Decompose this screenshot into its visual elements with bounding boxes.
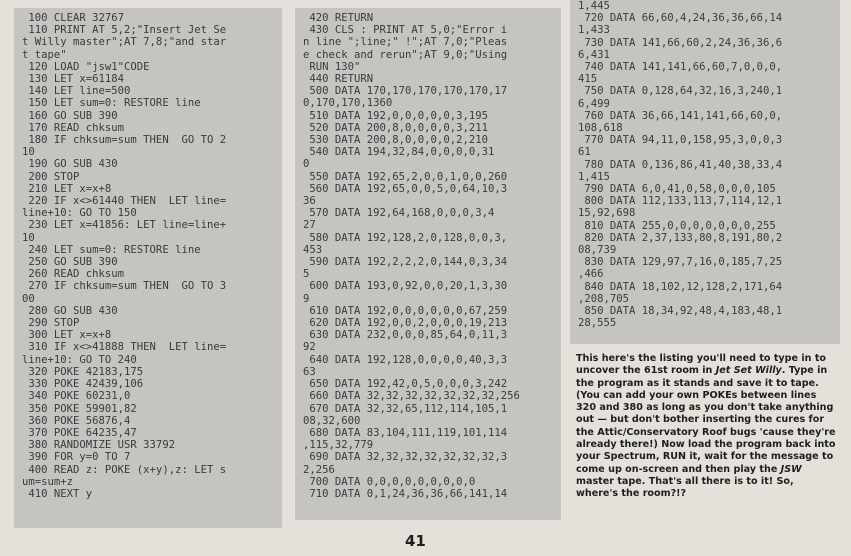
listing-line: 130 LET x=61184	[22, 73, 125, 86]
listing-line: 510 DATA 192,0,0,0,0,0,3,195	[303, 109, 488, 122]
listing-line: 140 LET line=500	[22, 85, 131, 98]
listing-text-column-3	[578, 0, 834, 329]
listing-line: 580 DATA 192,128,2,0,128,0,0,3,	[303, 231, 508, 244]
listing-line: 10	[22, 231, 35, 244]
listing-line: 270 IF chksum=sum THEN GO TO 3	[22, 280, 227, 293]
listing-line: 740 DATA 141,141,66,60,7,0,0,0,	[578, 61, 783, 74]
listing-line: 220 IF x<>61440 THEN LET line=	[22, 195, 227, 208]
listing-line: 760 DATA 36,66,141,141,66,60,0,	[578, 109, 783, 122]
listing-line: 08,739	[578, 244, 617, 257]
listing-line: 650 DATA 192,42,0,5,0,0,0,3,242	[303, 378, 508, 391]
listing-line: 620 DATA 192,0,0,2,0,0,0,19,213	[303, 317, 508, 330]
caption-text-1: This here's the listing you'll need to type in to uncover the 61st room in	[576, 353, 827, 377]
listing-line: um=sum+z	[22, 475, 74, 488]
listing-line: line+10: GO TO 150	[22, 207, 137, 220]
listing-line: 570 DATA 192,64,168,0,0,0,3,4	[303, 207, 495, 220]
listing-line: 790 DATA 6,0,41,0,58,0,0,0,105	[578, 183, 776, 196]
listing-line: 360 POKE 56876,4	[22, 414, 131, 427]
listing-line: 190 GO SUB 430	[22, 158, 118, 171]
listing-line: 600 DATA 193,0,92,0,0,20,1,3,30	[303, 280, 508, 293]
listing-line: 10	[22, 146, 35, 159]
listing-line: ,466	[578, 268, 604, 281]
listing-line: 1,445	[578, 0, 610, 12]
listing-line: 36	[303, 195, 316, 208]
listing-line: 120 LOAD "jsw1"CODE	[22, 60, 150, 73]
listing-line: 00	[22, 292, 35, 305]
listing-line: 710 DATA 0,1,24,36,36,66,141,14	[303, 487, 508, 500]
listing-line: 840 DATA 18,102,12,128,2,171,64	[578, 280, 783, 293]
listing-line: 200 STOP	[22, 170, 80, 183]
listing-line: 680 DATA 83,104,111,119,101,114	[303, 426, 508, 439]
listing-line: 300 LET x=x+8	[22, 329, 112, 342]
caption-text-3: master tape. That's all there is to it! So, where's the room?!?	[576, 475, 794, 500]
listing-line: e check and rerun";AT 9,0;"Using	[303, 48, 508, 61]
listing-line: 430 CLS : PRINT AT 5,0;"Error i	[303, 24, 508, 37]
listing-line: 230 LET x=41856: LET line=line+	[22, 219, 227, 232]
listing-line: 0,170,170,1360	[303, 97, 393, 110]
listing-line: 400 READ z: POKE (x+y),z: LET s	[22, 463, 227, 476]
listing-line: 453	[303, 243, 323, 256]
listing-line: 630 DATA 232,0,0,0,85,64,0,11,3	[303, 329, 508, 342]
listing-line: 590 DATA 192,2,2,2,0,144,0,3,34	[303, 256, 508, 269]
listing-line: 260 READ chksum	[22, 268, 125, 281]
listing-line: 6,431	[578, 48, 610, 61]
listing-line: 180 IF chksum=sum THEN GO TO 2	[22, 134, 227, 147]
listing-line: 500 DATA 170,170,170,170,170,17	[303, 85, 508, 98]
listing-line: 700 DATA 0,0,0,0,0,0,0,0,0	[303, 475, 476, 488]
listing-line: 820 DATA 2,37,133,80,8,191,80,2	[578, 231, 783, 244]
listing-line: 6,499	[578, 97, 610, 110]
listing-line: 440 RETURN	[303, 73, 374, 86]
listing-line: t tape"	[22, 48, 67, 61]
listing-line: 780 DATA 0,136,86,41,40,38,33,4	[578, 158, 783, 171]
listing-line: 250 GO SUB 390	[22, 256, 118, 269]
listing-line: 160 GO SUB 390	[22, 109, 118, 122]
listing-line: 15,92,698	[578, 207, 636, 220]
listing-line: 340 POKE 60231,0	[22, 390, 131, 403]
page-number: 41	[405, 532, 426, 550]
listing-line: 310 IF x<>41888 THEN LET line=	[22, 341, 227, 354]
listing-line: RUN 130"	[303, 60, 361, 73]
listing-line: 320 POKE 42183,175	[22, 365, 144, 378]
listing-line: 27	[303, 219, 316, 232]
listing-line: 550 DATA 192,65,2,0,0,1,0,0,260	[303, 170, 508, 183]
listing-line: 280 GO SUB 430	[22, 304, 118, 317]
listing-line: 92	[303, 341, 316, 354]
listing-caption	[576, 353, 838, 501]
caption-game-title-1: Jet Set Willy	[715, 365, 782, 377]
caption-game-title-2: JSW	[780, 463, 802, 475]
listing-text-column-1	[22, 12, 276, 500]
listing-line: ,115,32,779	[303, 439, 374, 452]
listing-line: 1,433	[578, 24, 610, 37]
listing-line: 170 READ chksum	[22, 121, 125, 134]
listing-line: 2,256	[303, 463, 335, 476]
caption-text-2: . Type in the program as it stands and save it to tape. (You can add your own POKEs between lines 320 and 380 as long as you don't take anything out — but don't bother inserting the cures for the Attic/Conservatory Roof bugs 'cause they're already there!) Now load the program back into your Spectrum, RUN it, wait for the message to come up on-screen and then play the	[576, 365, 836, 475]
listing-line: ,208,705	[578, 292, 630, 305]
listing-line: 390 FOR y=0 TO 7	[22, 451, 131, 464]
listing-line: 240 LET sum=0: RESTORE line	[22, 243, 201, 256]
listing-line: 420 RETURN	[303, 12, 374, 24]
listing-line: 08,32,600	[303, 414, 361, 427]
listing-line: 380 RANDOMIZE USR 33792	[22, 439, 176, 452]
listing-line: 110 PRINT AT 5,2;"Insert Jet Se	[22, 24, 227, 37]
listing-line: 108,618	[578, 122, 623, 135]
listing-line: 660 DATA 32,32,32,32,32,32,32,256	[303, 390, 520, 403]
listing-line: 1,415	[578, 170, 610, 183]
listing-line: 640 DATA 192,128,0,0,0,0,40,3,3	[303, 353, 508, 366]
listing-line: 800 DATA 112,133,113,7,114,12,1	[578, 195, 783, 208]
listing-line: 720 DATA 66,60,4,24,36,36,66,14	[578, 12, 783, 25]
listing-line: 5	[303, 268, 310, 281]
listing-line: 9	[303, 292, 310, 305]
listing-line: 520 DATA 200,8,0,0,0,0,3,211	[303, 121, 488, 134]
listing-line: 530 DATA 200,8,0,0,0,0,2,210	[303, 134, 488, 147]
listing-line: 150 LET sum=0: RESTORE line	[22, 97, 201, 110]
listing-line: 690 DATA 32,32,32,32,32,32,32,3	[303, 451, 508, 464]
listing-line: n line ";line;" !";AT 7,0;"Pleas	[303, 36, 508, 49]
listing-line: 330 POKE 42439,106	[22, 378, 144, 391]
listing-column-3	[570, 0, 840, 344]
listing-line: 100 CLEAR 32767	[22, 12, 125, 24]
listing-line: 560 DATA 192,65,0,0,5,0,64,10,3	[303, 182, 508, 195]
listing-line: 830 DATA 129,97,7,16,0,185,7,25	[578, 256, 783, 269]
listing-line: 370 POKE 64235,47	[22, 426, 137, 439]
listing-line: 63	[303, 365, 316, 378]
listing-text-column-2	[303, 12, 555, 500]
listing-line: 850 DATA 18,34,92,48,4,183,48,1	[578, 305, 783, 318]
listing-line: 61	[578, 146, 591, 159]
listing-line: 770 DATA 94,11,0,158,95,3,0,0,3	[578, 134, 783, 147]
listing-line: 730 DATA 141,66,60,2,24,36,36,6	[578, 36, 783, 49]
listing-line: 28,555	[578, 317, 617, 330]
listing-line: 210 LET x=x+8	[22, 182, 112, 195]
listing-line: 540 DATA 194,32,84,0,0,0,0,31	[303, 146, 495, 159]
listing-line: 290 STOP	[22, 317, 80, 330]
listing-line: 670 DATA 32,32,65,112,114,105,1	[303, 402, 508, 415]
listing-column-2	[295, 8, 561, 520]
listing-column-1	[14, 8, 282, 528]
listing-line: line+10: GO TO 240	[22, 353, 137, 366]
listing-line: 610 DATA 192,0,0,0,0,0,0,67,259	[303, 304, 508, 317]
listing-line: 350 POKE 59901,82	[22, 402, 137, 415]
listing-line: 410 NEXT y	[22, 487, 93, 500]
listing-line: 750 DATA 0,128,64,32,16,3,240,1	[578, 85, 783, 98]
listing-line: 810 DATA 255,0,0,0,0,0,0,0,255	[578, 219, 776, 232]
listing-line: t Willy master";AT 7,8;"and star	[22, 36, 227, 49]
listing-line: 415	[578, 73, 598, 86]
listing-line: 0	[303, 158, 310, 171]
